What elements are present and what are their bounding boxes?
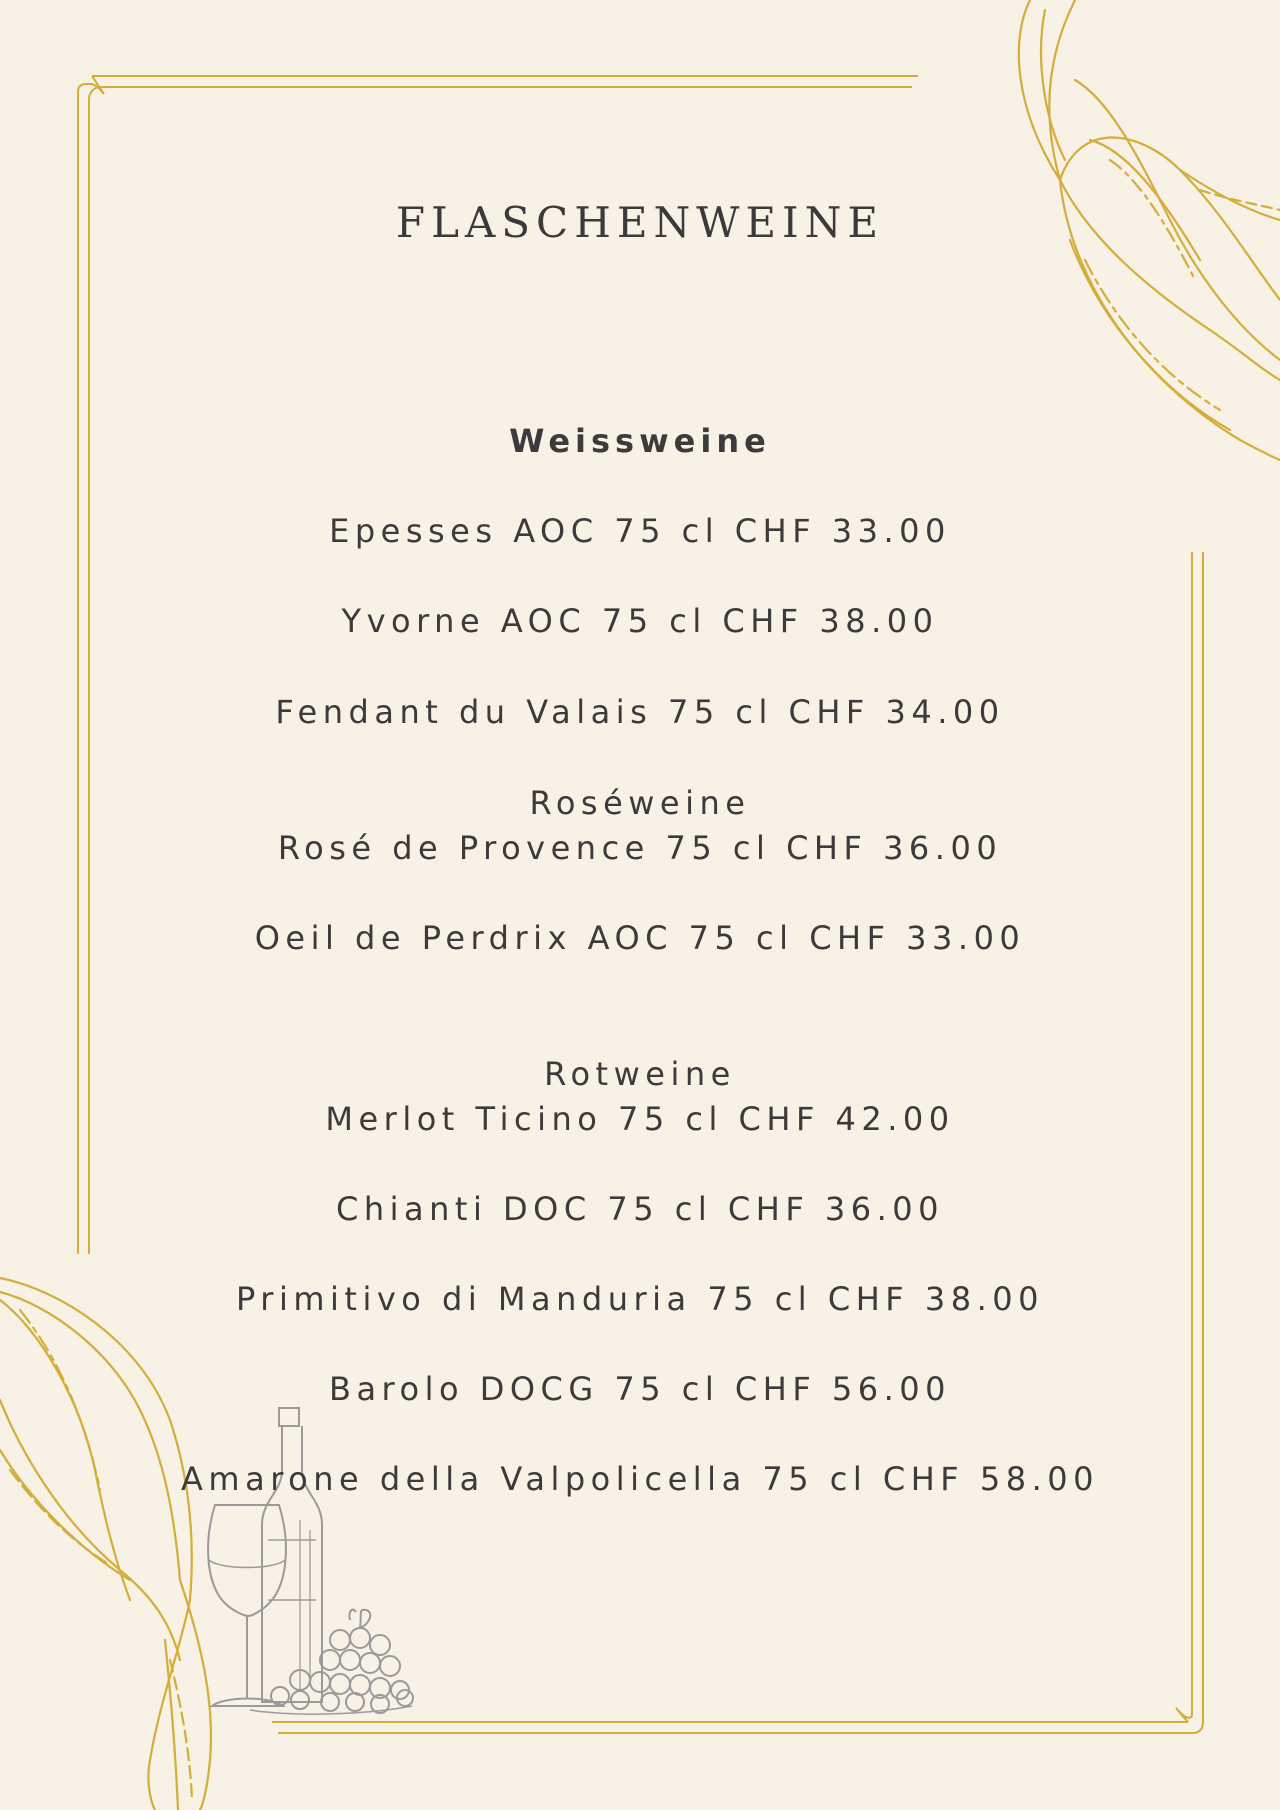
page-title: FLASCHENWEINE [395, 198, 885, 247]
list-item: Amarone della Valpolicella 75 cl CHF 58.00 [181, 1460, 1099, 1498]
list-item: Oeil de Perdrix AOC 75 cl CHF 33.00 [254, 919, 1026, 957]
section-heading-rotweine: Rotweine [544, 1055, 736, 1093]
list-item: Merlot Ticino 75 cl CHF 42.00 [325, 1100, 955, 1138]
list-item: Rosé de Provence 75 cl CHF 36.00 [277, 829, 1003, 867]
section-heading-weissweine: Weissweine [509, 422, 771, 460]
list-item: Yvorne AOC 75 cl CHF 38.00 [341, 602, 939, 640]
list-item: Epesses AOC 75 cl CHF 33.00 [329, 512, 951, 550]
list-item: Primitivo di Manduria 75 cl CHF 38.00 [236, 1280, 1044, 1318]
section-heading-roseweine: Roséweine [529, 784, 751, 822]
list-item: Fendant du Valais 75 cl CHF 34.00 [275, 693, 1005, 731]
list-item: Chianti DOC 75 cl CHF 36.00 [336, 1190, 944, 1228]
list-item: Barolo DOCG 75 cl CHF 56.00 [328, 1370, 951, 1408]
